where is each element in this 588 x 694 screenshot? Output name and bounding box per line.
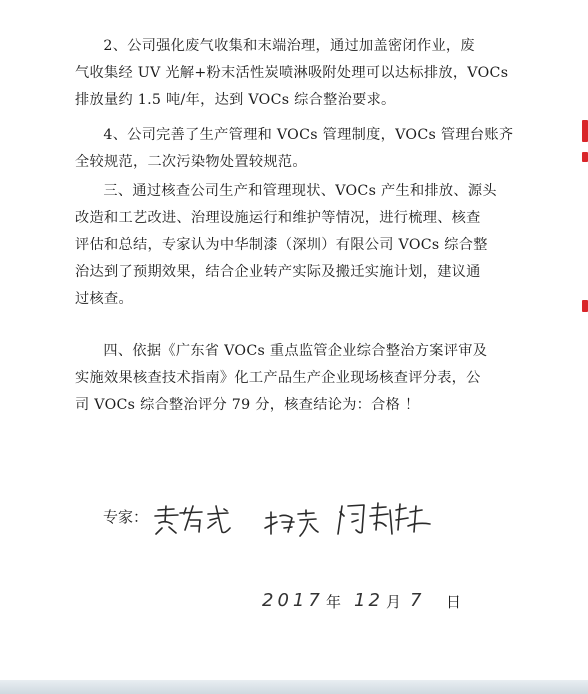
paragraph-section-three	[75, 178, 533, 313]
seal-edge-mark	[582, 300, 588, 312]
paragraph-section-four	[75, 338, 533, 419]
paragraph-line: 改造和工艺改进、治理设施运行和维护等情况，进行梳理、核查	[75, 210, 481, 226]
paragraph-line: 气收集经 UV 光解+粉末活性炭喷淋吸附处理可以达标排放，VOCs	[75, 65, 509, 81]
date-month-handwritten: 12	[354, 590, 383, 611]
signature-2-handwriting	[262, 508, 322, 540]
scan-bottom-edge	[0, 680, 588, 694]
paragraph-line: 治达到了预期效果，结合企业转产实际及搬迁实施计划，建议通	[75, 264, 481, 280]
paragraph-item-4	[75, 122, 533, 176]
seal-edge-mark	[582, 120, 588, 142]
paragraph-line: 2、公司强化废气收集和末端治理，通过加盖密闭作业，废	[103, 38, 475, 54]
paragraph-line: 实施效果核查技术指南》化工产品生产企业现场核查评分表，公	[75, 370, 481, 386]
paragraph-line: 4、公司完善了生产管理和 VOCs 管理制度，VOCs 管理台账齐	[103, 127, 514, 143]
date-year-unit: 年	[326, 593, 342, 611]
date-month-unit: 月	[386, 593, 402, 611]
date-day-handwritten: 7	[410, 590, 422, 611]
paragraph-line: 全较规范，二次污染物处置较规范。	[75, 154, 307, 170]
paragraph-line: 四、依据《广东省 VOCs 重点监管企业综合整治方案评审及	[103, 343, 488, 359]
paragraph-line: 司 VOCs 综合整治评分 79 分，核查结论为：合格 ！	[75, 397, 420, 413]
paragraph-line: 过核查。	[75, 291, 133, 307]
paragraph-line: 评估和总结，专家认为中华制漆（深圳）有限公司 VOCs 综合整	[75, 237, 488, 253]
signature-1-handwriting	[150, 502, 234, 538]
paragraph-line: 三、通过核查公司生产和管理现状、VOCs 产生和排放、源头	[103, 183, 497, 199]
seal-edge-mark	[582, 152, 588, 162]
date-year-handwritten: 2017	[262, 590, 324, 611]
paragraph-line: 排放量约 1.5 吨/年，达到 VOCs 综合整治要求。	[75, 92, 396, 108]
date-day-unit: 日	[446, 593, 462, 611]
signature-label: 专家：	[103, 508, 149, 526]
signature-3-handwriting	[334, 500, 432, 540]
paragraph-item-2	[75, 33, 533, 114]
